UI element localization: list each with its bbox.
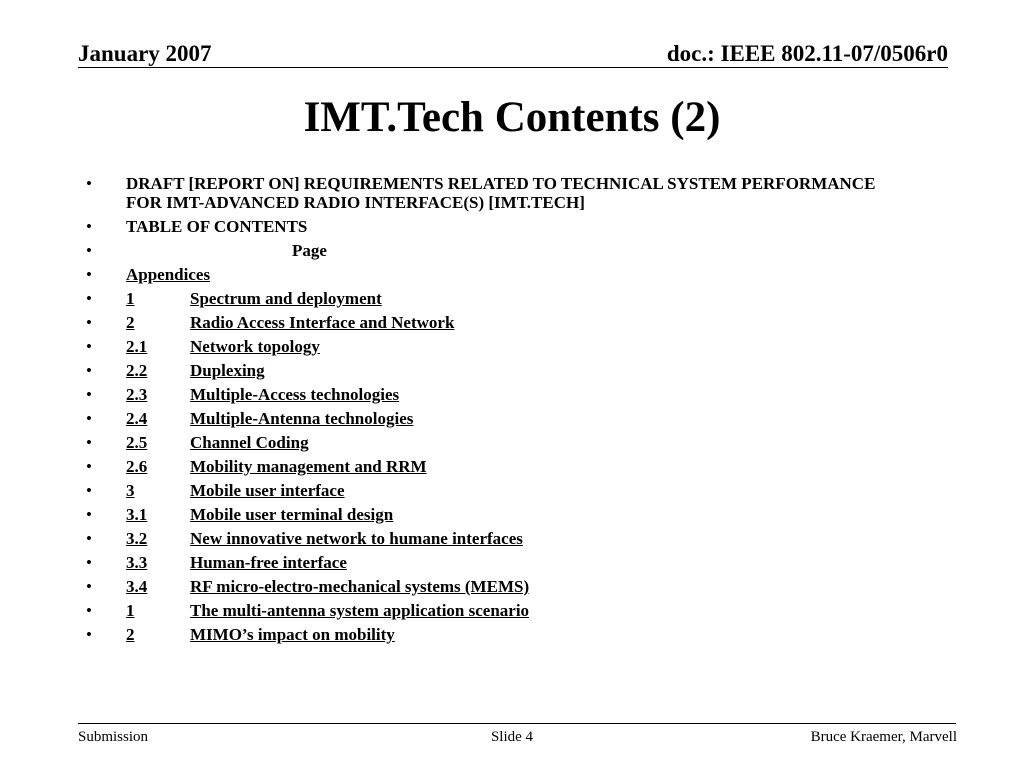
toc-entry[interactable]: [86, 529, 886, 548]
bullet-icon: •: [86, 577, 92, 596]
toc-entry-title-link[interactable]: Duplexing: [190, 361, 265, 380]
toc-entry[interactable]: [86, 505, 886, 524]
footer-submission: Submission: [78, 729, 149, 745]
toc-entry[interactable]: [86, 481, 886, 500]
toc-entry-title-link[interactable]: Channel Coding: [190, 433, 309, 452]
toc-entry-number-link[interactable]: 2.5: [126, 433, 148, 452]
bullet-icon: •: [86, 625, 92, 644]
bullet-icon: •: [86, 265, 92, 284]
header-rule: [78, 67, 948, 68]
toc-entry-number-link[interactable]: 3.1: [126, 505, 148, 524]
toc-entry-title-link[interactable]: Human-free interface: [190, 553, 347, 572]
toc-entry-title-link[interactable]: Mobile user terminal design: [190, 505, 394, 524]
list-item: [86, 174, 886, 212]
toc-label: TABLE OF CONTENTS: [126, 217, 308, 236]
bullet-icon: •: [86, 481, 92, 500]
toc-entry-title-link[interactable]: MIMO’s impact on mobility: [190, 625, 395, 644]
toc-entry[interactable]: [86, 625, 886, 644]
toc-entry-number-link[interactable]: 1: [126, 601, 135, 620]
list-item[interactable]: [86, 265, 886, 284]
toc-entry-number-link[interactable]: 3.4: [126, 577, 148, 596]
slide-title: IMT.Tech Contents (2): [303, 94, 721, 141]
toc-entry-title-link[interactable]: Spectrum and deployment: [190, 289, 382, 308]
toc-entry[interactable]: [86, 553, 886, 572]
toc-entry[interactable]: [86, 577, 886, 596]
toc-entry-number-link[interactable]: 3: [126, 481, 135, 500]
bullet-list: [86, 174, 886, 649]
toc-entry-title-link[interactable]: Mobile user interface: [190, 481, 345, 500]
list-item: [86, 241, 886, 260]
bullet-icon: •: [86, 174, 92, 193]
toc-entry-number-link[interactable]: 2.3: [126, 385, 148, 404]
bullet-icon: •: [86, 505, 92, 524]
bullet-icon: •: [86, 361, 92, 380]
toc-entry-title-link[interactable]: The multi-antenna system application scenario: [190, 601, 530, 620]
toc-entry-number-link[interactable]: 2.6: [126, 457, 148, 476]
footer-slide-number: Slide 4: [490, 729, 534, 745]
toc-entry-title-link[interactable]: RF micro-electro-mechanical systems (MEMS): [190, 577, 530, 596]
toc-entry-title-link[interactable]: Radio Access Interface and Network: [190, 313, 455, 332]
bullet-icon: •: [86, 241, 92, 260]
bullet-icon: •: [86, 337, 92, 356]
toc-entry[interactable]: [86, 289, 886, 308]
toc-entry[interactable]: [86, 433, 886, 452]
toc-entry-title-link[interactable]: Network topology: [190, 337, 320, 356]
toc-entry[interactable]: [86, 385, 886, 404]
toc-entry[interactable]: [86, 337, 886, 356]
toc-entry-number-link[interactable]: 2.4: [126, 409, 148, 428]
bullet-icon: •: [86, 433, 92, 452]
toc-entry[interactable]: [86, 313, 886, 332]
appendices-link[interactable]: Appendices: [126, 265, 211, 284]
toc-entry[interactable]: [86, 361, 886, 380]
footer-rule: [78, 723, 956, 724]
bullet-icon: •: [86, 529, 92, 548]
bullet-icon: •: [86, 385, 92, 404]
bullet-icon: •: [86, 601, 92, 620]
header-date: January 2007: [78, 41, 212, 66]
page-label: Page: [292, 241, 327, 260]
list-item: [86, 217, 886, 236]
toc-entry[interactable]: [86, 601, 886, 620]
toc-entry-number-link[interactable]: 2.1: [126, 337, 148, 356]
bullet-icon: •: [86, 289, 92, 308]
bullet-icon: •: [86, 409, 92, 428]
toc-entry-title-link[interactable]: Mobility management and RRM: [190, 457, 427, 476]
toc-entry-number-link[interactable]: 2: [126, 313, 135, 332]
toc-entry[interactable]: [86, 409, 886, 428]
toc-entry-title-link[interactable]: Multiple-Access technologies: [190, 385, 400, 404]
toc-entry-number-link[interactable]: 2.2: [126, 361, 148, 380]
toc-entry-title-link[interactable]: Multiple-Antenna technologies: [190, 409, 414, 428]
bullet-icon: •: [86, 553, 92, 572]
toc-entry-number-link[interactable]: 3.3: [126, 553, 148, 572]
footer-author: Bruce Kraemer, Marvell: [810, 729, 957, 745]
bullet-icon: •: [86, 313, 92, 332]
toc-entry-number-link[interactable]: 3.2: [126, 529, 148, 548]
bullet-icon: •: [86, 457, 92, 476]
toc-entry-number-link[interactable]: 2: [126, 625, 135, 644]
header-doc-id: doc.: IEEE 802.11-07/0506r0: [666, 41, 948, 66]
toc-entry-number-link[interactable]: 1: [126, 289, 135, 308]
bullet-icon: •: [86, 217, 92, 236]
report-heading: DRAFT [REPORT ON] REQUIREMENTS RELATED TO TECHNICAL SYSTEM PERFORMANCE FOR IMT-ADVANCED RADIO INTERFACE(S) [IMT.TECH]: [126, 174, 876, 212]
toc-entry[interactable]: [86, 457, 886, 476]
toc-entry-title-link[interactable]: New innovative network to humane interfaces: [190, 529, 523, 548]
